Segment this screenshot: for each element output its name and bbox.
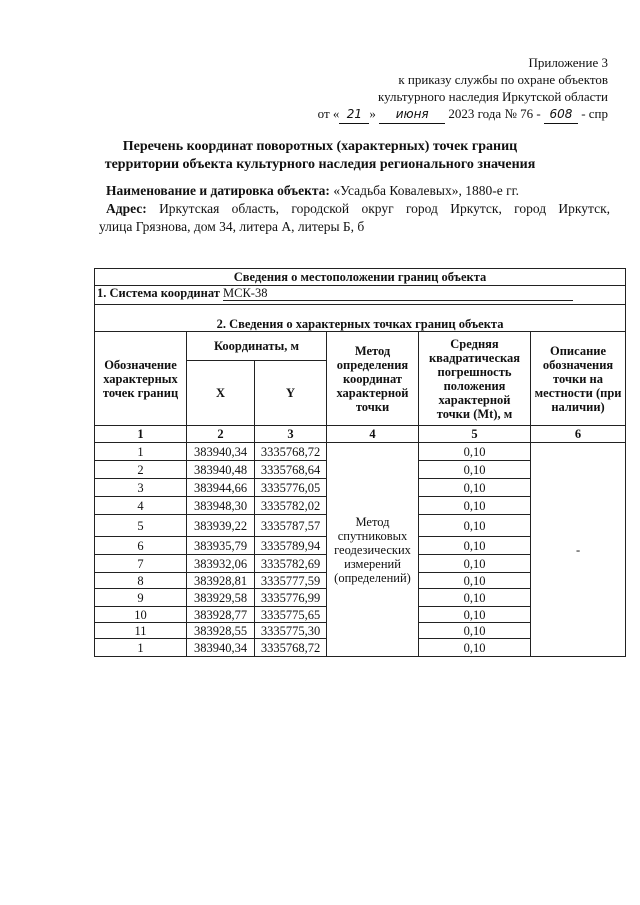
point-id-cell: 6 [95, 537, 187, 555]
object-name-value: «Усадьба Ковалевых», 1880-е гг. [333, 183, 520, 198]
column-number: 1 [95, 426, 187, 443]
object-address-line [106, 200, 610, 218]
column-number: 4 [327, 426, 419, 443]
x-coordinate-cell: 383932,06 [187, 555, 255, 573]
date-year: 2023 года № 76 - [448, 106, 541, 121]
date-day-suffix: » [369, 106, 376, 121]
y-coordinate-cell: 3335789,94 [255, 537, 327, 555]
error-cell: 0,10 [419, 573, 531, 589]
doc-suffix: - спр [581, 106, 608, 121]
x-coordinate-cell: 383940,48 [187, 461, 255, 479]
column-number: 3 [255, 426, 327, 443]
y-coordinate-cell: 3335768,72 [255, 443, 327, 461]
header-y: Y [255, 361, 327, 426]
error-cell: 0,10 [419, 443, 531, 461]
x-coordinate-cell: 383928,77 [187, 607, 255, 623]
x-coordinate-cell: 383928,81 [187, 573, 255, 589]
y-coordinate-cell: 3335787,57 [255, 515, 327, 537]
x-coordinate-cell: 383944,66 [187, 479, 255, 497]
handwritten-month: июня [379, 106, 445, 124]
point-id-cell: 7 [95, 555, 187, 573]
error-cell: 0,10 [419, 639, 531, 657]
header-coordinates: Координаты, м [187, 332, 327, 361]
column-number: 2 [187, 426, 255, 443]
y-coordinate-cell: 3335775,65 [255, 607, 327, 623]
header-method: Метод определения координат характерной точки [327, 332, 419, 426]
spacer-cell [95, 305, 626, 318]
x-coordinate-cell: 383940,34 [187, 639, 255, 657]
header-designation: Обозначение характерных точек границ [95, 332, 187, 426]
point-id-cell: 11 [95, 623, 187, 639]
object-address-label: Адрес: [106, 201, 147, 216]
y-coordinate-cell: 3335776,05 [255, 479, 327, 497]
header-x: X [187, 361, 255, 426]
error-cell: 0,10 [419, 461, 531, 479]
appendix-order-line: к приказу службы по охране объектов [398, 72, 608, 87]
table-row [95, 443, 626, 461]
x-coordinate-cell: 383940,34 [187, 443, 255, 461]
object-info [99, 182, 610, 236]
column-numbers-row [95, 426, 626, 443]
point-id-cell: 5 [95, 515, 187, 537]
object-name-line [106, 182, 610, 200]
y-coordinate-cell: 3335782,69 [255, 555, 327, 573]
appendix-title: Приложение 3 [528, 55, 608, 70]
header-error: Средняя квадратическая погрешность положения характерной точки (Mt), м [419, 332, 531, 426]
y-coordinate-cell: 3335768,64 [255, 461, 327, 479]
x-coordinate-cell: 383928,55 [187, 623, 255, 639]
coord-system-row [95, 286, 626, 305]
error-cell: 0,10 [419, 607, 531, 623]
point-id-cell: 9 [95, 589, 187, 607]
error-cell: 0,10 [419, 479, 531, 497]
x-coordinate-cell: 383935,79 [187, 537, 255, 555]
handwritten-doc-number: 608 [544, 106, 578, 124]
error-cell: 0,10 [419, 515, 531, 537]
point-id-cell: 1 [95, 443, 187, 461]
column-number: 5 [419, 426, 531, 443]
x-coordinate-cell: 383939,22 [187, 515, 255, 537]
y-coordinate-cell: 3335782,02 [255, 497, 327, 515]
error-cell: 0,10 [419, 555, 531, 573]
point-id-cell: 3 [95, 479, 187, 497]
coord-system-value: МСК-38 [223, 286, 573, 301]
point-id-cell: 1 [95, 639, 187, 657]
points-title: 2. Сведения о характерных точках границ объекта [95, 317, 626, 332]
method-cell: Метод спутниковых геодезических измерений (определений) [327, 443, 419, 657]
y-coordinate-cell: 3335775,30 [255, 623, 327, 639]
appendix-block [318, 54, 608, 124]
y-coordinate-cell: 3335776,99 [255, 589, 327, 607]
handwritten-day: 21 [339, 106, 369, 124]
section-title: Сведения о местоположении границ объекта [95, 269, 626, 286]
column-number: 6 [531, 426, 626, 443]
error-cell: 0,10 [419, 497, 531, 515]
document-title [0, 138, 640, 174]
error-cell: 0,10 [419, 623, 531, 639]
appendix-org-line: культурного наследия Иркутской области [377, 89, 608, 104]
y-coordinate-cell: 3335777,59 [255, 573, 327, 589]
point-id-cell: 4 [95, 497, 187, 515]
description-cell: - [531, 443, 626, 657]
error-cell: 0,10 [419, 537, 531, 555]
point-id-cell: 10 [95, 607, 187, 623]
coord-system-label: 1. Система координат [97, 286, 220, 300]
date-prefix: от « [317, 106, 340, 121]
appendix-date-line [318, 105, 608, 124]
x-coordinate-cell: 383948,30 [187, 497, 255, 515]
title-line-2: территории объекта культурного наследия регионального значения [104, 157, 536, 172]
x-coordinate-cell: 383929,58 [187, 589, 255, 607]
point-id-cell: 8 [95, 573, 187, 589]
point-id-cell: 2 [95, 461, 187, 479]
object-address-value-2: улица Грязнова, дом 34, литера А, литеры Б, б [99, 219, 365, 234]
object-address-value-1: Иркутская область, городской округ город Иркутск, город Иркутск, [159, 201, 610, 216]
header-description: Описание обозначения точки на местности (при наличии) [531, 332, 626, 426]
title-line-1: Перечень координат поворотных (характерных) точек границ [122, 139, 518, 154]
object-name-label: Наименование и датировка объекта: [106, 183, 330, 198]
coordinates-table [94, 268, 626, 657]
y-coordinate-cell: 3335768,72 [255, 639, 327, 657]
error-cell: 0,10 [419, 589, 531, 607]
